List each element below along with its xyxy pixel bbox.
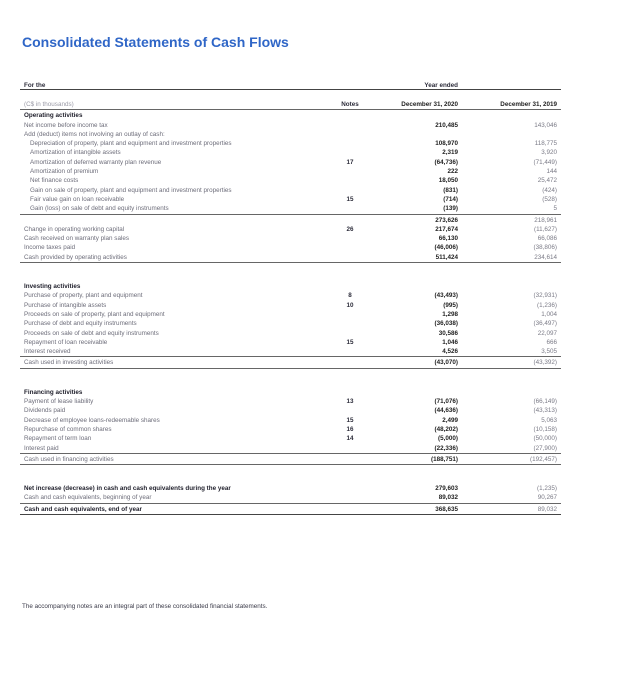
row-note: 15: [346, 416, 354, 424]
row-value-2019: 666: [546, 338, 557, 346]
row-label: Gain (loss) on sale of debt and equity instruments: [30, 205, 169, 213]
row-label: Fair value gain on loan receivable: [30, 195, 125, 203]
col-2020-header: December 31, 2020: [401, 101, 458, 108]
row-value-2019: 66,086: [537, 235, 557, 243]
table-row: [20, 186, 561, 195]
table-row: [20, 397, 561, 406]
table-row: [20, 121, 561, 130]
net-increase-2019: (1,235): [537, 485, 557, 493]
table-row: [20, 225, 561, 234]
row-label: Amortization of premium: [30, 168, 99, 176]
row-value-2020: 217,674: [435, 225, 458, 233]
row-label: Depreciation of property, plant and equipment and investment properties: [30, 140, 232, 148]
operating-total-label: Cash provided by operating activities: [24, 253, 127, 261]
row-note: 26: [346, 225, 354, 233]
financing-total-row: [20, 455, 561, 464]
table-row: [20, 301, 561, 310]
investing-rows: [20, 291, 561, 356]
cash-end-2020: 368,635: [435, 505, 458, 513]
row-label: Amortization of deferred warranty plan revenue: [30, 158, 162, 166]
row-value-2019: 144: [546, 168, 557, 176]
table-row: [20, 319, 561, 328]
table-row: [20, 406, 561, 415]
row-value-2019: (36,497): [533, 320, 557, 328]
investing-total-2019: (43,392): [533, 359, 557, 367]
row-value-2020: (5,000): [438, 435, 458, 443]
operating-total-row: [20, 253, 561, 262]
row-value-2019: (71,449): [533, 158, 557, 166]
row-label: Payment of lease liability: [24, 398, 94, 406]
row-value-2020: 2,319: [442, 149, 458, 157]
row-value-2019: (528): [542, 195, 557, 203]
row-value-2019: (424): [542, 186, 557, 194]
col-2019-header: December 31, 2019: [500, 101, 557, 108]
financing-total-2020: (188,751): [431, 455, 458, 463]
row-note: 15: [346, 195, 354, 203]
row-value-2019: (50,000): [533, 435, 557, 443]
row-value-2020: 4,526: [442, 348, 458, 356]
table-row: [20, 204, 561, 213]
header-rule: [20, 89, 561, 90]
operating-rows: [20, 121, 561, 214]
row-note: 17: [346, 158, 354, 166]
cash-end-row: [20, 505, 561, 514]
cash-begin-row: [20, 493, 561, 502]
table-row: [20, 425, 561, 434]
table-row: [20, 234, 561, 243]
row-label: Repayment of term loan: [24, 435, 92, 443]
row-value-2019: 22,097: [537, 329, 557, 337]
row-value-2020: (714): [443, 195, 458, 203]
row-label: Repayment of loan receivable: [24, 338, 108, 346]
table-row: [20, 310, 561, 319]
table-row: [20, 176, 561, 185]
financing-total-rule: [20, 464, 561, 466]
row-value-2020: (48,202): [434, 425, 458, 433]
table-row: [20, 416, 561, 425]
row-label: Interest received: [24, 348, 71, 356]
net-increase-label: Net increase (decrease) in cash and cash equivalents during the year: [24, 485, 231, 493]
operating-subtotal-2019: 218,961: [534, 216, 557, 224]
table-row: [20, 434, 561, 443]
cash-end-label: Cash and cash equivalents, end of year: [24, 505, 142, 513]
row-value-2019: 1,004: [541, 310, 557, 318]
row-note: 15: [346, 338, 354, 346]
row-label: Income taxes paid: [24, 244, 76, 252]
row-value-2019: 5,063: [541, 416, 557, 424]
cash-flow-table: [20, 80, 561, 516]
row-value-2020: (44,636): [434, 407, 458, 415]
row-label: Proceeds on sale of property, plant and equipment: [24, 310, 165, 318]
row-label: Amortization of intangible assets: [30, 149, 121, 157]
row-label: Cash received on warranty plan sales: [24, 235, 130, 243]
row-label: Net finance costs: [30, 177, 79, 185]
row-value-2020: (139): [443, 205, 458, 213]
investing-total-rule: [20, 368, 561, 370]
financing-rows: [20, 397, 561, 453]
investing-total-2020: (43,070): [434, 359, 458, 367]
row-value-2019: (43,313): [533, 407, 557, 415]
row-label: Dividends paid: [24, 407, 66, 415]
row-value-2019: 3,505: [541, 348, 557, 356]
column-header-row: [20, 100, 561, 109]
row-value-2019: 143,046: [534, 121, 557, 129]
row-note: 14: [346, 435, 354, 443]
row-value-2019: 3,920: [541, 149, 557, 157]
operating-rows-2: [20, 225, 561, 253]
section-heading: [20, 282, 561, 291]
currency-label: (C$ in thousands): [24, 101, 74, 108]
financing-total-2019: (192,457): [530, 455, 557, 463]
net-increase-2020: 279,603: [435, 485, 458, 493]
row-value-2020: (46,006): [434, 244, 458, 252]
financing-heading: Financing activities: [24, 388, 83, 396]
section-heading: [20, 388, 561, 397]
row-value-2020: (64,736): [434, 158, 458, 166]
row-value-2020: 2,499: [442, 416, 458, 424]
cash-begin-2020: 89,032: [438, 494, 458, 502]
row-value-2020: (71,076): [434, 398, 458, 406]
row-value-2019: (10,158): [533, 425, 557, 433]
row-value-2019: 118,775: [534, 140, 557, 148]
table-row: [20, 243, 561, 252]
footnote: The accompanying notes are an integral part of these consolidated financial statements.: [22, 603, 268, 610]
row-label: Net income before income tax: [24, 121, 108, 129]
row-label: Repurchase of common shares: [24, 425, 112, 433]
row-value-2020: 30,586: [438, 329, 458, 337]
row-label: Add (deduct) items not involving an outlay of cash:: [24, 130, 165, 138]
net-increase-row: [20, 484, 561, 493]
table-row: [20, 444, 561, 453]
table-row: [20, 347, 561, 356]
operating-total-2019: 234,614: [534, 253, 557, 261]
row-value-2020: (831): [443, 186, 458, 194]
row-value-2020: 222: [447, 168, 458, 176]
row-label: Gain on sale of property, plant and equipment and investment properties: [30, 186, 232, 194]
row-note: 8: [348, 292, 352, 300]
for-the-label: For the: [24, 82, 46, 89]
row-value-2020: (995): [443, 301, 458, 309]
operating-total-rule: [20, 262, 561, 264]
row-value-2020: (22,336): [434, 444, 458, 452]
row-value-2019: (32,931): [533, 292, 557, 300]
cash-end-bottom-rule: [20, 514, 561, 516]
cash-begin-2019: 90,267: [537, 494, 557, 502]
row-value-2020: 108,970: [435, 140, 458, 148]
investing-heading: Investing activities: [24, 283, 81, 291]
table-row: [20, 338, 561, 347]
table-row: [20, 139, 561, 148]
operating-subtotal-2020: 273,626: [435, 216, 458, 224]
table-row: [20, 158, 561, 167]
cash-begin-label: Cash and cash equivalents, beginning of year: [24, 494, 152, 502]
table-header: [20, 80, 561, 100]
notes-header: Notes: [341, 101, 359, 108]
row-label: Change in operating working capital: [24, 225, 125, 233]
row-value-2019: 5: [553, 205, 557, 213]
row-label: Interest paid: [24, 444, 59, 452]
table-row: [20, 148, 561, 157]
operating-heading: Operating activities: [24, 112, 83, 120]
section-heading: [20, 111, 561, 120]
row-note: 10: [346, 301, 354, 309]
row-value-2020: 66,130: [438, 235, 458, 243]
financing-total-label: Cash used in financing activities: [24, 455, 114, 463]
table-row: [20, 167, 561, 176]
row-value-2020: (43,493): [434, 292, 458, 300]
cash-end-2019: 89,032: [537, 505, 557, 513]
year-ended-label: Year ended: [424, 82, 458, 89]
row-label: Purchase of debt and equity instruments: [24, 320, 137, 328]
operating-subtotal-row: [20, 216, 561, 225]
row-value-2020: 1,298: [442, 310, 458, 318]
row-value-2020: 18,050: [438, 177, 458, 185]
investing-total-row: [20, 358, 561, 367]
row-value-2019: (11,627): [534, 225, 557, 233]
row-value-2020: 210,485: [435, 121, 458, 129]
row-value-2019: (27,900): [533, 444, 557, 452]
row-label: Decrease of employee loans-redeemable shares: [24, 416, 160, 424]
row-label: Proceeds on sale of debt and equity instruments: [24, 329, 159, 337]
table-row: [20, 291, 561, 300]
table-row: [20, 195, 561, 204]
row-label: Purchase of property, plant and equipment: [24, 292, 143, 300]
row-value-2020: 1,046: [442, 338, 458, 346]
row-value-2019: (38,806): [533, 244, 557, 252]
row-note: 16: [346, 425, 354, 433]
row-note: 13: [346, 398, 354, 406]
row-value-2019: (1,236): [537, 301, 557, 309]
page-title: Consolidated Statements of Cash Flows: [22, 34, 289, 50]
table-row: [20, 130, 561, 139]
row-label: Purchase of intangible assets: [24, 301, 107, 309]
row-value-2020: (36,038): [434, 320, 458, 328]
row-value-2019: (66,149): [533, 398, 557, 406]
table-row: [20, 329, 561, 338]
row-value-2019: 25,472: [537, 177, 557, 185]
investing-total-label: Cash used in investing activities: [24, 359, 114, 367]
operating-total-2020: 511,424: [435, 253, 458, 261]
